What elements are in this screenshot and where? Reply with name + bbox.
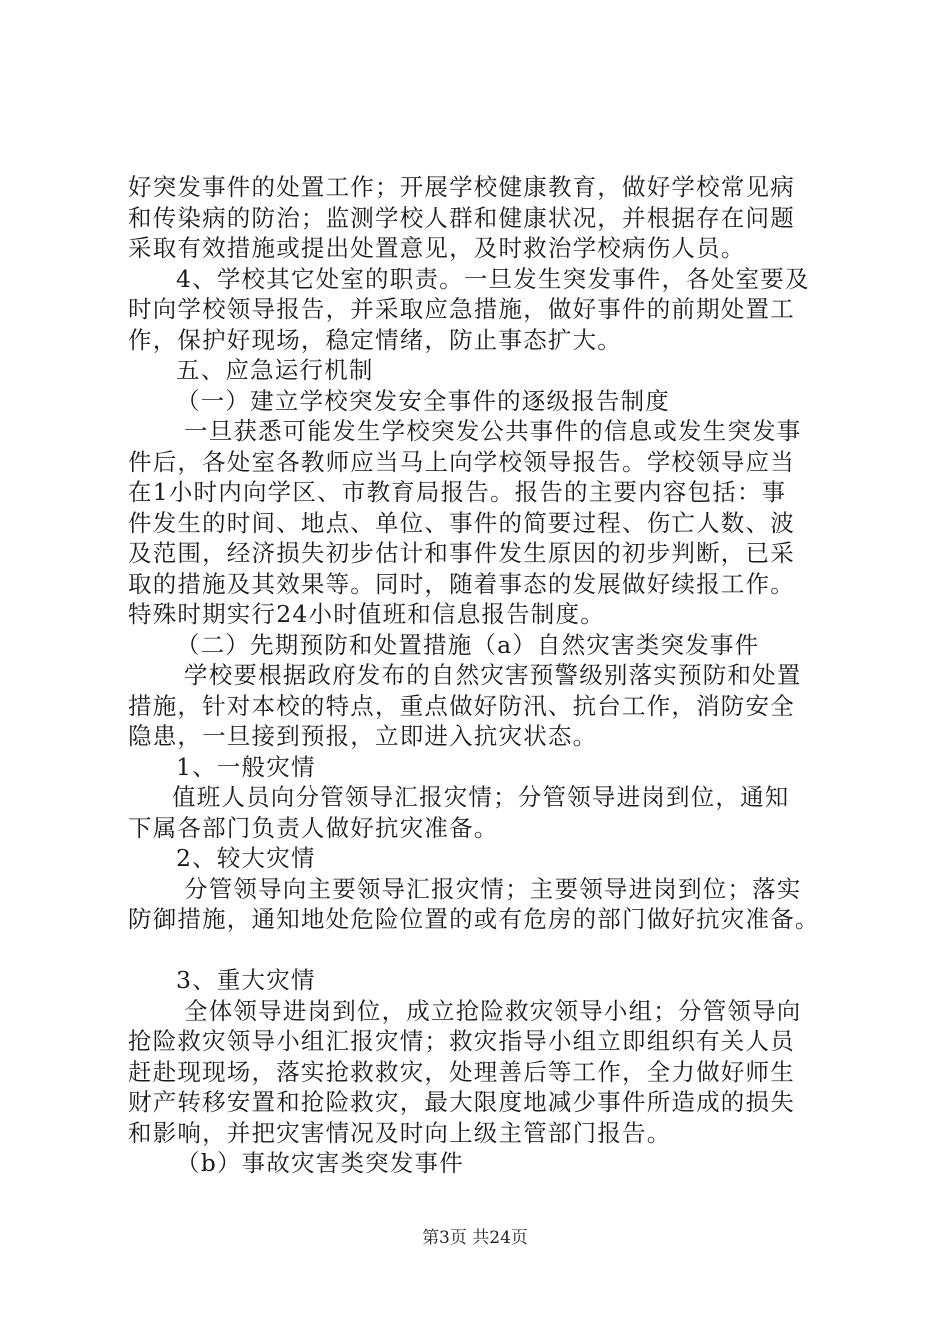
text-line: 特殊时期实行24小时值班和信息报告制度。 xyxy=(128,600,605,628)
section-heading: 五、应急运行机制 xyxy=(176,356,374,384)
text-line: 防御措施，通知地处危险位置的或有危房的部门做好抗灾准备。 xyxy=(128,905,820,933)
subsection-heading: （二）先期预防和处置措施（a）自然灾害类突发事件 xyxy=(176,630,760,659)
subsection-heading: （一）建立学校突发安全事件的逐级报告制度 xyxy=(176,386,670,415)
text-line: 财产转移安置和抢险救灾，最大限度地减少事件所造成的损失 xyxy=(128,1088,795,1116)
item-heading: 2、较大灾情 xyxy=(176,844,316,872)
item-heading: 3、重大灾情 xyxy=(176,966,316,994)
subsection-heading: （b）事故灾害类突发事件 xyxy=(176,1149,464,1177)
text-line: 赶赴现现场，落实抢救救灾，处理善后等工作，全力做好师生 xyxy=(128,1057,795,1086)
text-line: 取的措施及其效果等。同时，随着事态的发展做好续报工作。 xyxy=(128,569,795,598)
text-line: 一旦获悉可能发生学校突发公共事件的信息或发生突发事 xyxy=(184,417,802,445)
text-line: 4、学校其它处室的职责。一旦发生突发事件，各处室要及 xyxy=(176,264,810,293)
text-line: 隐患，一旦接到预报，立即进入抗灾状态。 xyxy=(128,722,598,750)
blank-line xyxy=(128,935,848,966)
text-line: 作，保护好现场，稳定情绪，防止事态扩大。 xyxy=(128,325,622,354)
text-line: 和影响，并把灾害情况及时向上级主管部门报告。 xyxy=(128,1118,672,1147)
text-line: 措施，针对本校的特点，重点做好防汛、抗台工作，消防安全 xyxy=(128,691,795,720)
text-line: 采取有效措施或提出处置意见，及时救治学校病伤人员。 xyxy=(128,234,746,262)
text-line: 件发生的时间、地点、单位、事件的简要过程、伤亡人数、波 xyxy=(128,508,795,537)
text-line: 全体领导进岗到位，成立抢险救灾领导小组；分管领导向 xyxy=(184,996,802,1025)
text-line: 时向学校领导报告，并采取应急措施，做好事件的前期处置工 xyxy=(128,295,795,323)
text-line: 学校要根据政府发布的自然灾害预警级别落实预防和处置 xyxy=(184,661,802,689)
text-line: 下属各部门负责人做好抗灾准备。 xyxy=(128,813,499,842)
text-line: 抢险救灾领导小组汇报灾情；救灾指导小组立即组织有关人员 xyxy=(128,1027,795,1055)
text-line: 分管领导向主要领导汇报灾情；主要领导进岗到位；落实 xyxy=(184,874,802,903)
text-line: 在1小时内向学区、市教育局报告。报告的主要内容包括：事 xyxy=(128,478,787,506)
text-line: 件后，各处室各教师应当马上向学校领导报告。学校领导应当 xyxy=(128,447,795,476)
text-line: 值班人员向分管领导汇报灾情；分管领导进岗到位，通知 xyxy=(172,783,790,811)
page-number-footer: 第3页 共24页 xyxy=(422,1228,528,1248)
document-body xyxy=(128,172,848,1179)
item-heading: 1、一般灾情 xyxy=(176,752,316,781)
text-line: 和传染病的防治；监测学校人群和健康状况，并根据存在问题 xyxy=(128,203,795,232)
text-line: 好突发事件的处置工作；开展学校健康教育，做好学校常见病 xyxy=(128,173,795,201)
text-line: 及范围，经济损失初步估计和事件发生原因的初步判断，已采 xyxy=(128,539,795,567)
